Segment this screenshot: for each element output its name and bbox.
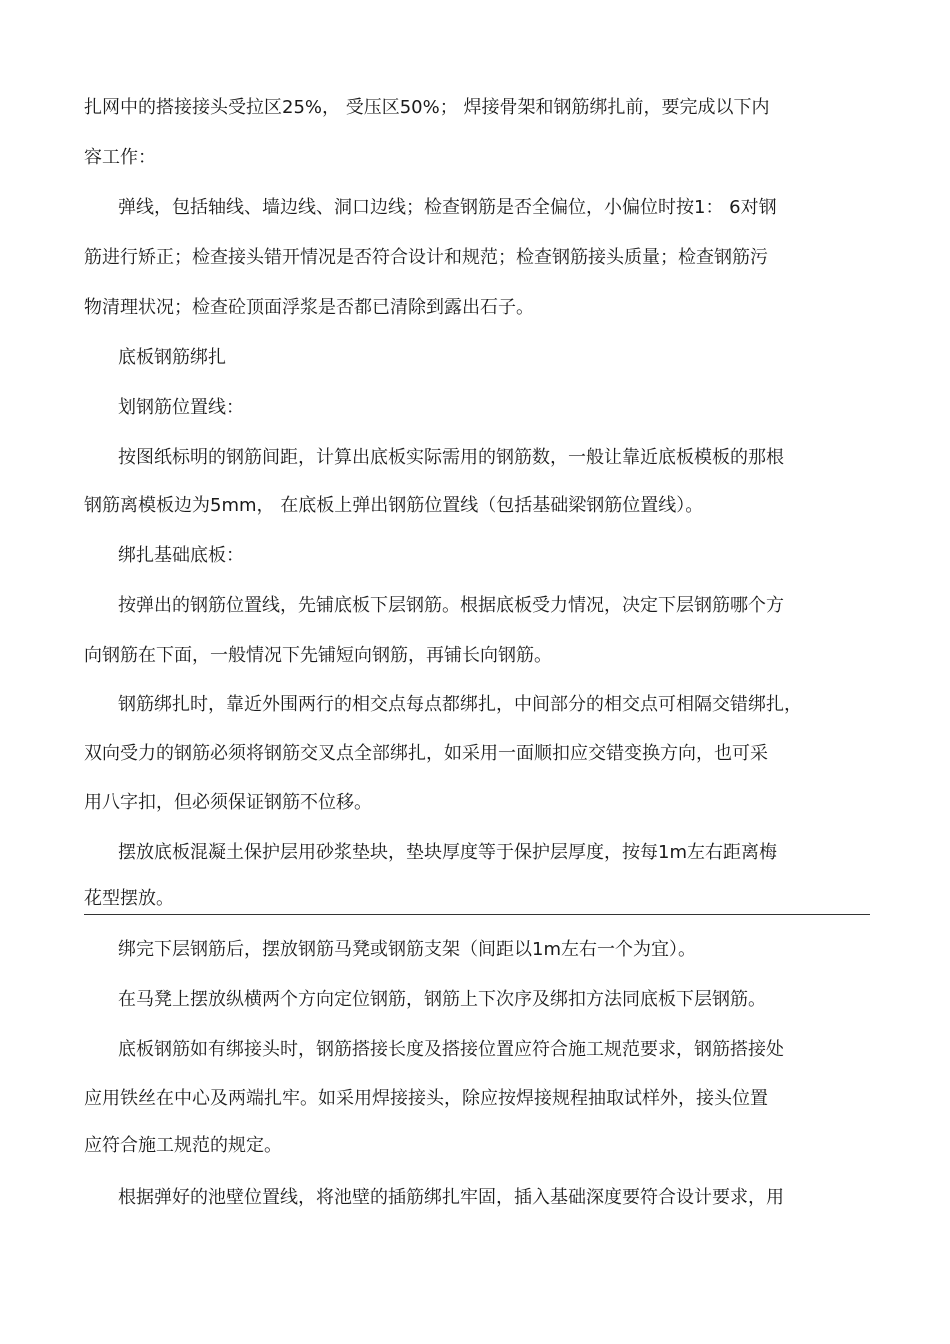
text-line: 向钢筋在下面，一般情况下先铺短向钢筋，再铺长向钢筋。 [84,645,552,666]
text-line: 花型摆放。 [84,888,174,909]
text-line: 双向受力的钢筋必须将钢筋交叉点全部绑扎，如采用一面顺扣应交错变换方向，也可采 [84,743,768,764]
paragraph-start: 绑完下层钢筋后，摆放钢筋马凳或钢筋支架（间距以1m左右一个为宜）。 [118,939,696,960]
text-line: 应用铁丝在中心及两端扎牢。如采用焊接接头，除应按焊接规程抽取试样外，接头位置 [84,1088,768,1109]
paragraph-start: 按图纸标明的钢筋间距，计算出底板实际需用的钢筋数，一般让靠近底板模板的那根 [118,447,784,468]
subsection-heading: 划钢筋位置线： [118,397,244,418]
text-line: 应符合施工规范的规定。 [84,1135,282,1156]
paragraph-start: 弹线，包括轴线、墙边线、洞口边线；检查钢筋是否全偏位，小偏位时按1： 6对钢 [118,197,777,218]
text-line: 筋进行矫正；检查接头错开情况是否符合设计和规范；检查钢筋接头质量；检查钢筋污 [84,247,768,268]
paragraph-start: 按弹出的钢筋位置线，先铺底板下层钢筋。根据底板受力情况，决定下层钢筋哪个方 [118,595,784,616]
text-line: 物清理状况；检查砼顶面浮浆是否都已清除到露出石子。 [84,297,534,318]
page-break-divider [84,914,870,915]
text-line: 容工作： [84,147,156,168]
paragraph-start: 摆放底板混凝土保护层用砂浆垫块，垫块厚度等于保护层厚度，按每1m左右距离梅 [118,842,777,863]
paragraph-start: 在马凳上摆放纵横两个方向定位钢筋，钢筋上下次序及绑扣方法同底板下层钢筋。 [118,989,766,1010]
paragraph-start: 底板钢筋如有绑接头时，钢筋搭接长度及搭接位置应符合施工规范要求，钢筋搭接处 [118,1039,784,1060]
paragraph-start: 钢筋绑扎时，靠近外围两行的相交点每点都绑扎，中间部分的相交点可相隔交错绑扎， [118,694,802,715]
text-line: 钢筋离模板边为5mm， 在底板上弹出钢筋位置线（包括基础梁钢筋位置线）。 [84,495,704,516]
text-line: 扎网中的搭接接头受拉区25%， 受压区50%； 焊接骨架和钢筋绑扎前，要完成以下内 [84,97,770,118]
subsection-heading: 绑扎基础底板： [118,545,244,566]
text-line: 用八字扣，但必须保证钢筋不位移。 [84,792,372,813]
paragraph-start: 根据弹好的池壁位置线，将池壁的插筋绑扎牢固，插入基础深度要符合设计要求，用 [118,1187,784,1208]
section-heading: 底板钢筋绑扎 [118,347,226,368]
